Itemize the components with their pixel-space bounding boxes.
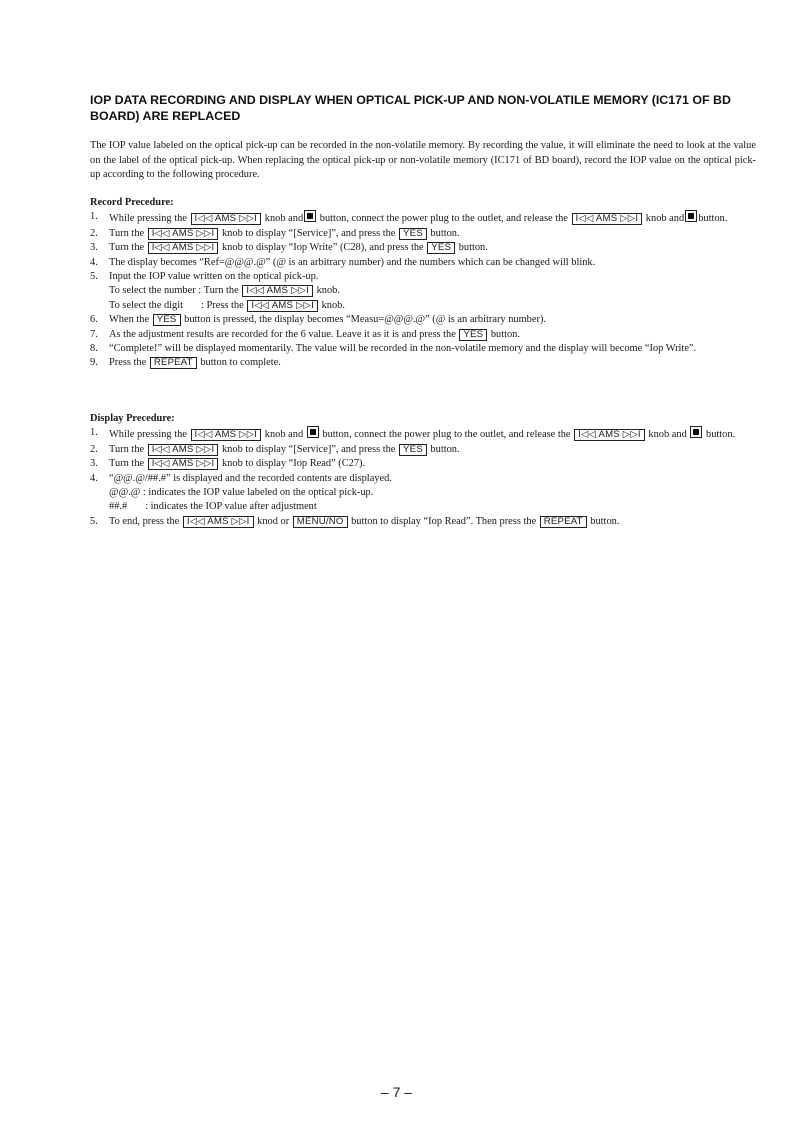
record-step-3 (90, 241, 756, 255)
step-text: Turn the (109, 227, 145, 239)
step-text: button. (590, 515, 620, 527)
step-text: ##.# (109, 501, 128, 513)
step-number: 2. (90, 227, 98, 239)
step-number: 2. (90, 443, 98, 455)
step-text: When the (109, 314, 150, 326)
record-step-9 (90, 356, 756, 370)
page-number: – 7 – (380, 1084, 413, 1100)
step-text: knob and (645, 213, 685, 225)
step-text: button, connect the power plug to the outlet, and release the (322, 429, 571, 441)
display-step-3 (90, 457, 756, 471)
step-text: knob to display “Iop Write” (C28), and press the (221, 242, 424, 254)
step-text: While pressing the (109, 429, 187, 441)
ams-knob-label: I◁◁ AMS ▷▷I (148, 444, 219, 456)
step-number: 3. (90, 242, 98, 254)
step-text: To end, press the (109, 515, 180, 527)
stop-icon (307, 426, 319, 438)
ams-knob-label: I◁◁ AMS ▷▷I (191, 213, 262, 225)
display-step-2 (90, 443, 756, 457)
menu-no-button-label: MENU/NO (293, 516, 348, 528)
step-text: To select the number : Turn the (109, 285, 239, 297)
stop-icon (690, 426, 702, 438)
step-text: To select the digit (109, 299, 184, 311)
record-step-7 (90, 328, 756, 342)
ams-knob-label: I◁◁ AMS ▷▷I (148, 228, 219, 240)
step-text: “Complete!” will be displayed momentarily. The value will be recorded in the non-volatile memory and the display will become “Iop Write”. (109, 343, 697, 355)
step-number: 1. (90, 427, 98, 439)
step-number: 9. (90, 357, 98, 369)
ams-knob-label: I◁◁ AMS ▷▷I (242, 285, 313, 297)
step-number: 3. (90, 458, 98, 470)
stop-icon (304, 210, 316, 222)
step-text: button. (430, 443, 460, 455)
repeat-button-label: REPEAT (150, 357, 197, 369)
ams-knob-label: I◁◁ AMS ▷▷I (148, 458, 219, 470)
display-step-1 (90, 426, 756, 442)
step-text: Input the IOP value written on the optical pick-up. (109, 271, 319, 283)
step-text: knob. (316, 285, 340, 297)
ams-knob-label: I◁◁ AMS ▷▷I (148, 242, 219, 254)
step-text: Turn the (109, 242, 145, 254)
record-step-6 (90, 313, 756, 327)
record-step-8 (90, 342, 756, 356)
step-text: button. (490, 328, 520, 340)
ams-knob-label: I◁◁ AMS ▷▷I (574, 429, 645, 441)
display-step-5 (90, 515, 756, 529)
step-text: knob and (264, 429, 304, 441)
step-text: button to display “Iop Read”. Then press the (351, 515, 537, 527)
display-procedure (90, 412, 756, 529)
display-step-4 (90, 472, 756, 515)
yes-button-label: YES (399, 228, 427, 240)
step-text: knob. (321, 299, 345, 311)
step-text: knob to display “[Service]”, and press the (221, 227, 396, 239)
step-text: Press the (109, 357, 147, 369)
step-text: button to complete. (200, 357, 281, 369)
step-text: button. (458, 242, 488, 254)
intro-paragraph: The IOP value labeled on the optical pick-up can be recorded in the non-volatile memory. By recording the value, it will eliminate the need to look at the value on the label of the optical pick-up. When replacing the optical pick-up or non-volatile memory (IC171 of BD board), record the IOP value on the optical pick-up according to the following procedure. (90, 140, 756, 181)
yes-button-label: YES (399, 444, 427, 456)
step-text: knob and (264, 213, 304, 225)
yes-button-label: YES (459, 329, 487, 341)
step-number: 5. (90, 271, 98, 283)
yes-button-label: YES (153, 314, 181, 326)
step-text: While pressing the (109, 213, 187, 225)
ams-knob-label: I◁◁ AMS ▷▷I (183, 516, 254, 528)
step-number: 1. (90, 211, 98, 223)
repeat-button-label: REPEAT (540, 516, 587, 528)
step-text: : Press the (201, 299, 244, 311)
step-text: knob and (648, 429, 687, 441)
step-number: 8. (90, 343, 98, 355)
ams-knob-label: I◁◁ AMS ▷▷I (247, 300, 318, 312)
step-text: button, connect the power plug to the outlet, and release the (319, 213, 568, 225)
step-text: The display becomes “Ref=@@@.@” (@ is an arbitrary number) and the numbers which can be changed will blink. (109, 256, 596, 268)
step-text: Turn the (109, 458, 145, 470)
record-procedure-title: Record Precedure: (90, 197, 174, 208)
step-text: : indicates the IOP value after adjustment (145, 501, 317, 513)
step-text: @@.@ : indicates the IOP value labeled on the optical pick-up. (109, 487, 374, 499)
step-text: “@@.@/##.#” is displayed and the recorded contents are displayed. (109, 472, 392, 484)
step-text: knob to display “[Service]”, and press the (221, 443, 396, 455)
record-step-4 (90, 256, 756, 270)
step-text: button. (430, 227, 460, 239)
step-number: 4. (90, 256, 98, 268)
step-number: 4. (90, 472, 98, 484)
step-text: button. (698, 213, 728, 225)
section-heading: IOP DATA RECORDING AND DISPLAY WHEN OPTICAL PICK-UP AND NON-VOLATILE MEMORY (IC171 OF BD BOARD) ARE REPLACED (90, 93, 731, 123)
step-number: 7. (90, 328, 98, 340)
step-text: knod or (257, 515, 290, 527)
record-procedure (90, 196, 756, 371)
step-number: 6. (90, 314, 98, 326)
yes-button-label: YES (427, 242, 455, 254)
display-procedure-title: Display Precedure: (90, 413, 175, 424)
ams-knob-label: I◁◁ AMS ▷▷I (191, 429, 262, 441)
step-text: knob to display “Iop Read” (C27). (221, 458, 366, 470)
step-text: button. (706, 429, 736, 441)
step-text: button is pressed, the display becomes “Measu=@@@.@” (@ is an arbitrary number). (184, 314, 546, 326)
record-step-2 (90, 227, 756, 241)
step-number: 5. (90, 515, 98, 527)
step-text: As the adjustment results are recorded for the 6 value. Leave it as it is and press the (109, 328, 456, 340)
step-text: Turn the (109, 443, 145, 455)
record-step-1 (90, 210, 756, 226)
record-step-5 (90, 270, 756, 313)
ams-knob-label: I◁◁ AMS ▷▷I (572, 213, 643, 225)
stop-icon (685, 210, 697, 222)
